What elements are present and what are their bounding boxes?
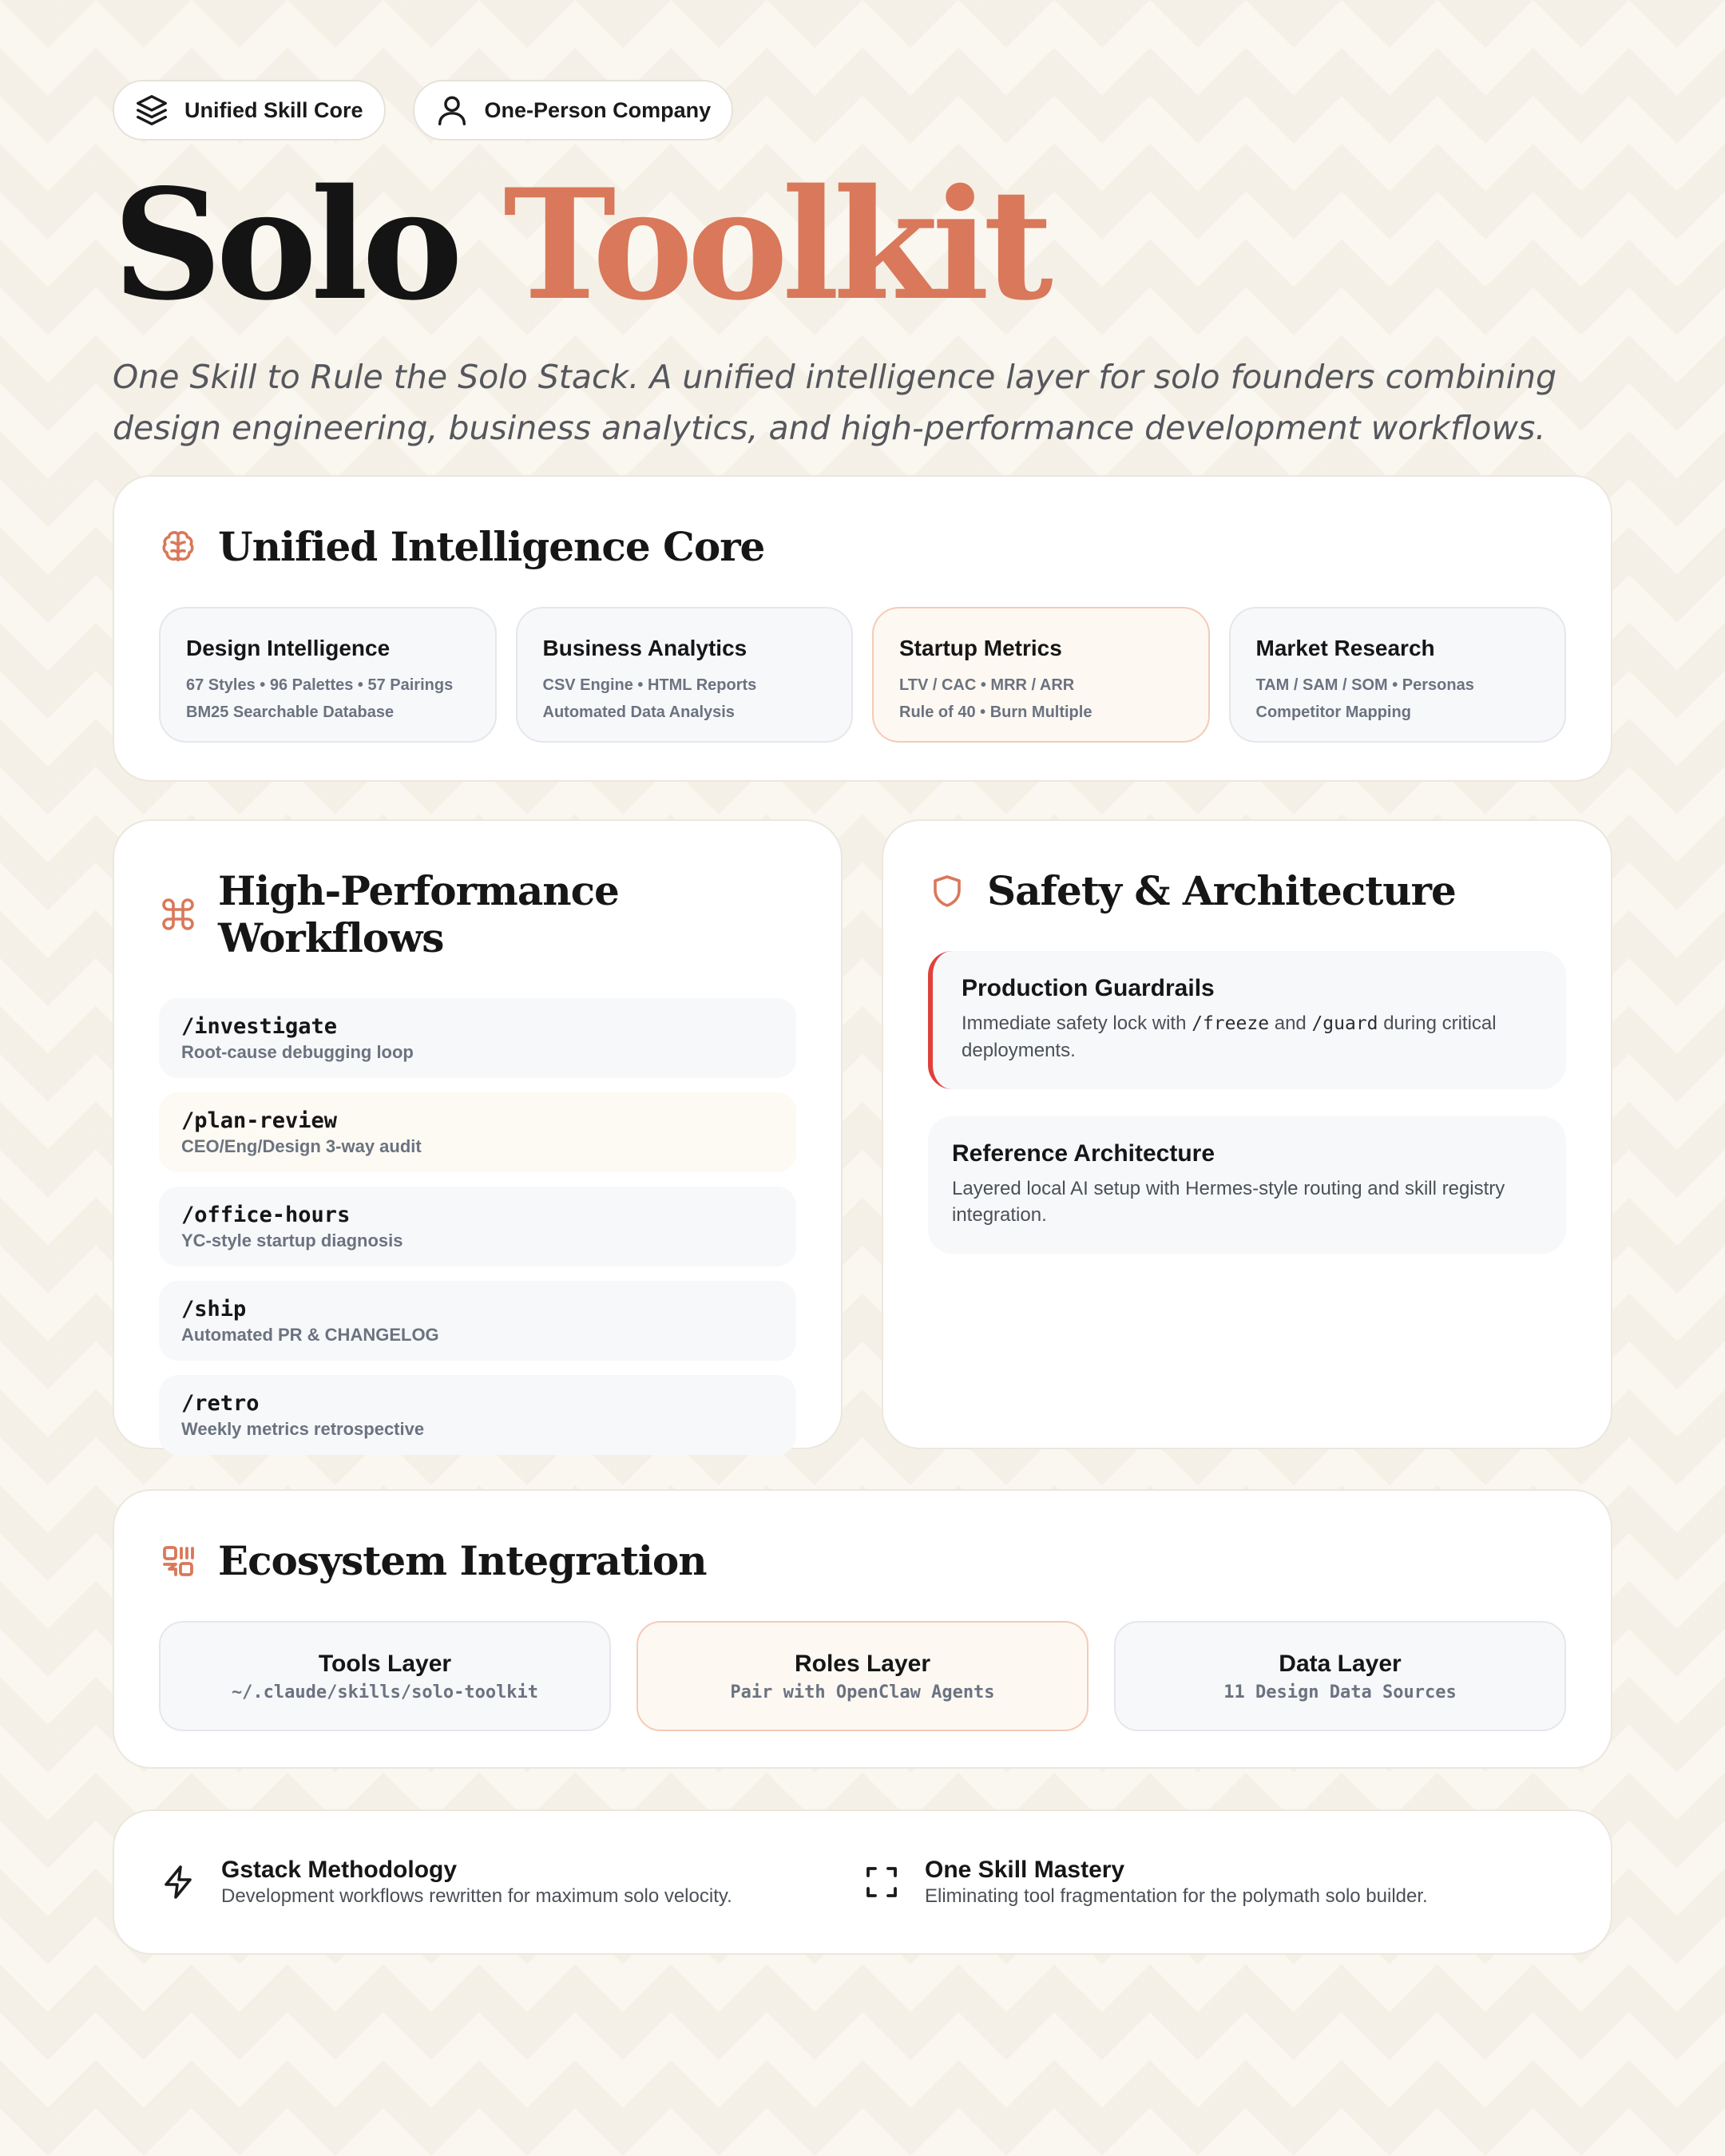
eco-subtitle: ~/.claude/skills/solo-toolkit xyxy=(231,1682,539,1702)
eco-tile-data-layer xyxy=(1114,1621,1566,1731)
workflow-description: YC-style startup diagnosis xyxy=(181,1231,403,1250)
eco-subtitle: Pair with OpenClaw Agents xyxy=(730,1682,995,1702)
title-accent: Toolkit xyxy=(503,156,1047,334)
workflow-command: /ship xyxy=(181,1297,247,1322)
workflow-item-plan-review[interactable] xyxy=(159,1092,796,1172)
eco-title: Data Layer xyxy=(1279,1650,1402,1677)
pill-label: One-Person Company xyxy=(484,97,712,122)
tile-title: Startup Metrics xyxy=(899,636,1062,660)
workflow-description: Automated PR & CHANGELOG xyxy=(181,1325,439,1345)
reference-architecture xyxy=(928,1116,1566,1254)
page-subtitle: One Skill to Rule the Solo Stack. A unified intelligence layer for solo founders combining design engineering, business analytics, and high-performance development workflows. xyxy=(113,358,1557,447)
card-header xyxy=(159,523,1566,570)
card-header xyxy=(159,1537,1566,1584)
workflow-description: Root-cause debugging loop xyxy=(181,1042,414,1062)
page xyxy=(113,80,1612,454)
eco-tile-roles-layer xyxy=(636,1621,1089,1731)
workflow-item-investigate[interactable] xyxy=(159,998,796,1078)
architecture-title: Reference Architecture xyxy=(952,1140,1215,1167)
eco-tile-tools-layer xyxy=(159,1621,611,1731)
core-tile-business-analytics xyxy=(516,607,854,743)
focus-frame-icon xyxy=(862,1863,901,1901)
desc-text: Immediate safety lock with xyxy=(962,1013,1192,1034)
footer-text xyxy=(925,1857,1428,1908)
lightning-icon xyxy=(159,1863,197,1901)
workflow-item-office-hours[interactable] xyxy=(159,1187,796,1266)
tile-line: BM25 Searchable Database xyxy=(186,703,395,721)
pill-one-person-company xyxy=(413,80,734,141)
workflow-list xyxy=(159,998,796,1455)
core-tiles xyxy=(159,607,1566,743)
ecosystem-card xyxy=(113,1489,1612,1769)
footer-description: Development workflows rewritten for maximum solo velocity. xyxy=(221,1885,732,1907)
tag-pills xyxy=(113,80,1612,141)
footer-item-gstack xyxy=(159,1857,862,1908)
user-icon xyxy=(434,92,470,129)
pill-unified-skill-core xyxy=(113,80,386,141)
title-plain: Solo xyxy=(113,156,457,334)
footer-text xyxy=(221,1857,732,1908)
safety-list xyxy=(928,951,1566,1254)
ecosystem-title: Ecosystem Integration xyxy=(218,1537,707,1584)
tile-line: Rule of 40 • Burn Multiple xyxy=(899,703,1092,721)
eco-title: Tools Layer xyxy=(318,1650,452,1677)
workflow-description: CEO/Eng/Design 3-way audit xyxy=(181,1136,422,1156)
architecture-description: Layered local AI setup with Hermes-style routing and skill registry integration. xyxy=(952,1178,1505,1226)
tile-line: Competitor Mapping xyxy=(1255,703,1411,721)
core-tile-design-intelligence xyxy=(159,607,497,743)
guard-command: /guard xyxy=(1311,1013,1378,1034)
production-guardrails xyxy=(928,951,1566,1089)
freeze-command: /freeze xyxy=(1192,1013,1270,1034)
tile-title: Market Research xyxy=(1255,636,1435,660)
workflow-description: Weekly metrics retrospective xyxy=(181,1419,425,1439)
core-title: Unified Intelligence Core xyxy=(218,523,765,570)
footer-item-one-skill xyxy=(862,1857,1566,1908)
workflow-command: /plan-review xyxy=(181,1108,338,1133)
brain-icon xyxy=(159,528,197,566)
workflows-card xyxy=(113,819,843,1449)
ecosystem-tiles xyxy=(159,1621,1566,1731)
tile-line: TAM / SAM / SOM • Personas xyxy=(1255,676,1474,694)
eco-title: Roles Layer xyxy=(794,1650,931,1677)
tile-title: Business Analytics xyxy=(542,636,748,660)
footer-description: Eliminating tool fragmentation for the polymath solo builder. xyxy=(925,1885,1428,1907)
safety-card xyxy=(882,819,1612,1449)
pill-label: Unified Skill Core xyxy=(184,97,363,122)
footer-title: One Skill Mastery xyxy=(925,1857,1125,1883)
card-header xyxy=(159,867,796,961)
guardrails-title: Production Guardrails xyxy=(962,975,1215,1001)
workflow-command: /investigate xyxy=(181,1014,338,1039)
footer-title: Gstack Methodology xyxy=(221,1857,458,1883)
guardrails-description xyxy=(962,1010,1542,1064)
shield-icon xyxy=(928,872,966,910)
eco-subtitle: 11 Design Data Sources xyxy=(1223,1682,1457,1702)
core-card xyxy=(113,475,1612,782)
workflows-title: High-Performance Workflows xyxy=(218,867,619,961)
footer-card xyxy=(113,1809,1612,1955)
tile-title: Design Intelligence xyxy=(186,636,391,660)
core-tile-startup-metrics xyxy=(872,607,1210,743)
command-icon xyxy=(159,895,197,933)
safety-title: Safety & Architecture xyxy=(987,867,1456,914)
core-tile-market-research xyxy=(1229,607,1567,743)
page-title xyxy=(113,156,1612,334)
layers-icon xyxy=(133,92,170,129)
tile-line: Automated Data Analysis xyxy=(542,703,735,721)
desc-text: and xyxy=(1269,1013,1312,1034)
workflow-command: /retro xyxy=(181,1391,260,1416)
card-header xyxy=(928,867,1566,914)
workflow-item-retro[interactable] xyxy=(159,1375,796,1455)
tile-line: LTV / CAC • MRR / ARR xyxy=(899,676,1075,694)
apps-icon xyxy=(159,1542,197,1580)
tile-line: 67 Styles • 96 Palettes • 57 Pairings xyxy=(186,676,454,694)
desc-text: during critical deployments. xyxy=(962,1013,1497,1061)
tile-line: CSV Engine • HTML Reports xyxy=(542,676,757,694)
workflow-command: /office-hours xyxy=(181,1203,351,1227)
workflow-item-ship[interactable] xyxy=(159,1281,796,1361)
